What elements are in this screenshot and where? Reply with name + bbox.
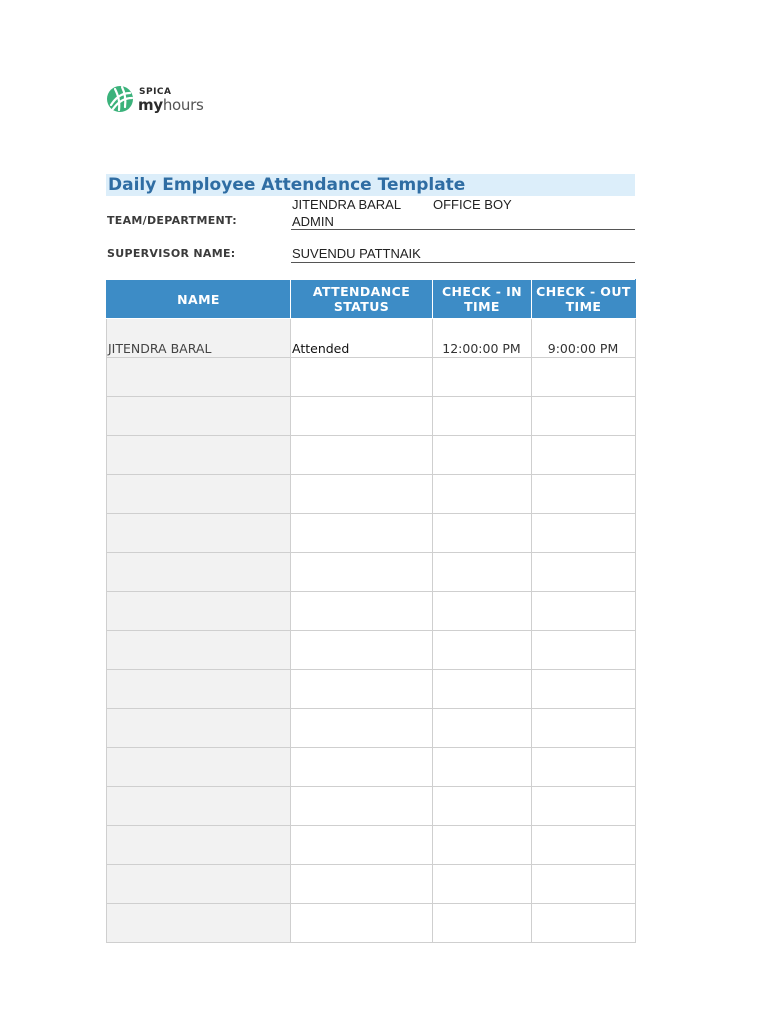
cell-check-out-time[interactable] xyxy=(532,475,636,514)
cell-attendance-status[interactable] xyxy=(291,670,433,709)
cell-name[interactable] xyxy=(107,358,291,397)
cell-check-in-time[interactable] xyxy=(433,592,532,631)
table-row xyxy=(107,826,636,865)
cell-attendance-status[interactable] xyxy=(291,631,433,670)
team-department-underline xyxy=(291,229,635,230)
cell-check-out-time[interactable] xyxy=(532,436,636,475)
cell-attendance-status[interactable] xyxy=(291,865,433,904)
cell-check-in-time[interactable] xyxy=(433,514,532,553)
table-row xyxy=(107,865,636,904)
logo-product-hours: hours xyxy=(162,96,204,114)
header-check-out-time: CHECK - OUT TIME xyxy=(532,280,636,319)
cell-check-in-time[interactable] xyxy=(433,319,532,358)
logo-brand-text: SPICA xyxy=(139,87,172,97)
cell-attendance-status[interactable] xyxy=(291,748,433,787)
supervisor-name-value: SUVENDU PATTNAIK xyxy=(292,246,421,261)
cell-name[interactable] xyxy=(107,397,291,436)
cell-attendance-status[interactable] xyxy=(291,436,433,475)
cell-name[interactable] xyxy=(107,709,291,748)
supervisor-name-label: SUPERVISOR NAME: xyxy=(107,247,236,260)
cell-check-in-time[interactable] xyxy=(433,631,532,670)
cell-check-in-time[interactable] xyxy=(433,904,532,943)
table-row xyxy=(107,475,636,514)
cell-check-out-time[interactable] xyxy=(532,319,636,358)
cell-attendance-status[interactable] xyxy=(291,709,433,748)
cell-attendance-status[interactable] xyxy=(291,397,433,436)
cell-check-out-time[interactable] xyxy=(532,904,636,943)
cell-check-out-time[interactable] xyxy=(532,631,636,670)
cell-attendance-status[interactable] xyxy=(291,787,433,826)
cell-attendance-status-text xyxy=(291,941,432,942)
page-title: Daily Employee Attendance Template xyxy=(108,175,466,195)
table-row xyxy=(107,436,636,475)
cell-attendance-status[interactable] xyxy=(291,475,433,514)
header-attendance-status: ATTENDANCE STATUS xyxy=(291,280,433,319)
cell-attendance-status[interactable] xyxy=(291,826,433,865)
cell-attendance-status[interactable] xyxy=(291,592,433,631)
cell-check-in-time[interactable] xyxy=(433,865,532,904)
cell-check-in-time[interactable] xyxy=(433,670,532,709)
cell-name[interactable] xyxy=(107,436,291,475)
cell-name[interactable] xyxy=(107,865,291,904)
table-row xyxy=(107,904,636,943)
cell-check-out-time[interactable] xyxy=(532,397,636,436)
cell-check-in-time[interactable] xyxy=(433,358,532,397)
cell-name-text: JITENDRA BARAL xyxy=(108,341,212,356)
header-check-in-time: CHECK - IN TIME xyxy=(433,280,532,319)
cell-name[interactable] xyxy=(107,748,291,787)
spica-myhours-logo xyxy=(106,84,216,118)
cell-name[interactable] xyxy=(107,514,291,553)
table-row xyxy=(107,670,636,709)
cell-check-in-time-text: 12:00:00 PM xyxy=(442,341,521,356)
cell-name[interactable] xyxy=(107,319,291,358)
table-row xyxy=(107,787,636,826)
cell-check-out-time-text: 9:00:00 PM xyxy=(547,341,619,356)
cell-name[interactable] xyxy=(107,904,291,943)
cell-name[interactable] xyxy=(107,670,291,709)
team-department-value: ADMIN xyxy=(292,214,334,229)
cell-check-in-time[interactable] xyxy=(433,397,532,436)
cell-check-out-time[interactable] xyxy=(532,826,636,865)
cell-check-in-time[interactable] xyxy=(433,748,532,787)
cell-check-out-time[interactable] xyxy=(532,709,636,748)
table-row xyxy=(107,397,636,436)
cell-check-out-time[interactable] xyxy=(532,592,636,631)
cell-check-in-time-text xyxy=(433,941,531,942)
cell-attendance-status[interactable] xyxy=(291,358,433,397)
cell-check-in-time[interactable] xyxy=(433,553,532,592)
cell-attendance-status-text: Attended xyxy=(292,341,350,356)
cell-name[interactable] xyxy=(107,631,291,670)
cell-name[interactable] xyxy=(107,826,291,865)
table-row xyxy=(107,748,636,787)
table-row xyxy=(107,709,636,748)
cell-check-out-time[interactable] xyxy=(532,865,636,904)
cell-check-in-time[interactable] xyxy=(433,475,532,514)
table-row xyxy=(107,514,636,553)
cell-check-out-time[interactable] xyxy=(532,787,636,826)
team-employee-name: JITENDRA BARAL xyxy=(292,197,402,212)
cell-name[interactable] xyxy=(107,475,291,514)
cell-attendance-status[interactable] xyxy=(291,319,433,358)
globe-logo-icon xyxy=(106,85,134,113)
cell-check-out-time-text xyxy=(532,941,635,942)
supervisor-name-underline xyxy=(291,262,635,263)
header-name: NAME xyxy=(107,280,291,319)
cell-attendance-status[interactable] xyxy=(291,904,433,943)
title-bar xyxy=(106,174,635,196)
cell-check-out-time[interactable] xyxy=(532,514,636,553)
logo-product-my: my xyxy=(138,96,163,114)
table-body xyxy=(107,319,636,943)
cell-check-out-time[interactable] xyxy=(532,748,636,787)
table-row xyxy=(107,319,636,358)
table-row xyxy=(107,358,636,397)
cell-check-in-time[interactable] xyxy=(433,787,532,826)
cell-name-text xyxy=(107,941,290,942)
cell-name[interactable] xyxy=(107,787,291,826)
table-header-row xyxy=(107,280,636,319)
cell-check-in-time[interactable] xyxy=(433,826,532,865)
table-row xyxy=(107,592,636,631)
cell-attendance-status[interactable] xyxy=(291,553,433,592)
cell-check-in-time[interactable] xyxy=(433,436,532,475)
cell-name[interactable] xyxy=(107,553,291,592)
attendance-table xyxy=(106,279,636,943)
cell-check-out-time[interactable] xyxy=(532,358,636,397)
logo-product-text xyxy=(138,96,204,114)
cell-check-out-time[interactable] xyxy=(532,670,636,709)
cell-name[interactable] xyxy=(107,592,291,631)
cell-check-in-time[interactable] xyxy=(433,709,532,748)
table-row xyxy=(107,553,636,592)
cell-attendance-status[interactable] xyxy=(291,514,433,553)
table-row xyxy=(107,631,636,670)
cell-check-out-time[interactable] xyxy=(532,553,636,592)
team-employee-role: OFFICE BOY xyxy=(433,197,512,212)
team-department-label: TEAM/DEPARTMENT: xyxy=(107,214,237,227)
